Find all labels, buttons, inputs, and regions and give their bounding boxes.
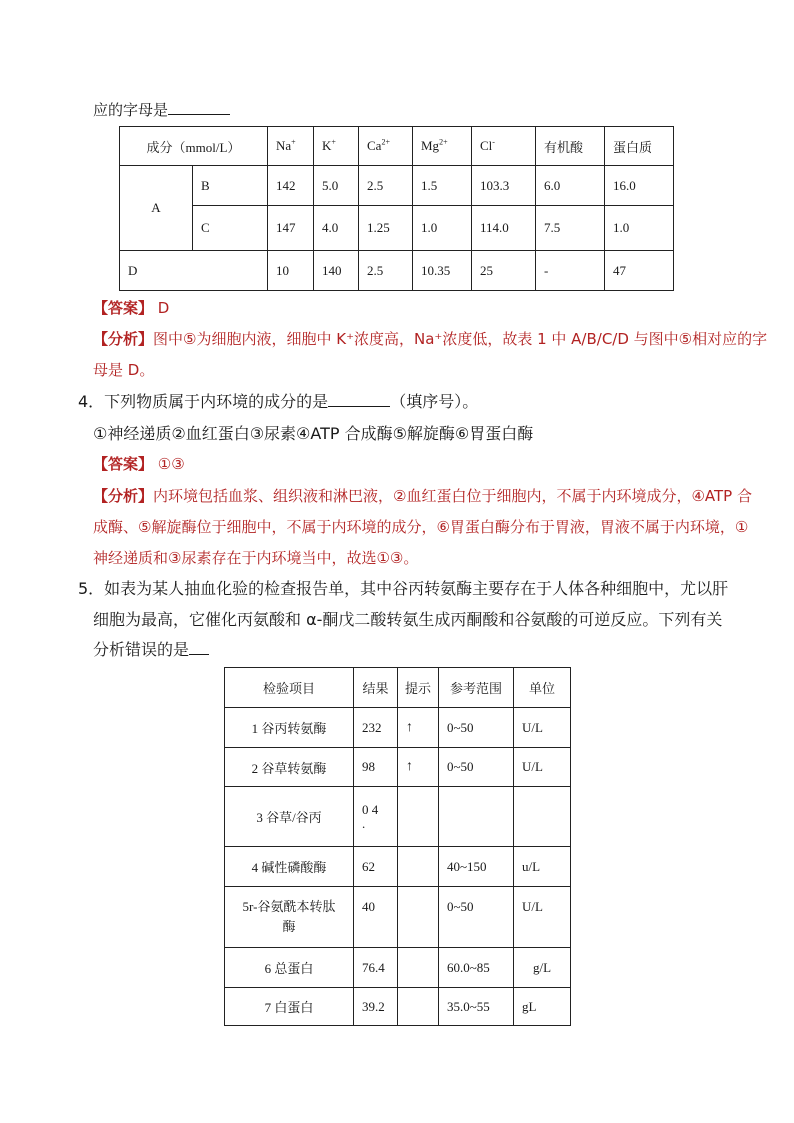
cell: 142 <box>268 166 314 206</box>
cell: 2.5 <box>359 166 413 206</box>
up-arrow-icon: ↑ <box>398 708 439 748</box>
item-cell: 1 谷丙转氨酶 <box>225 708 354 748</box>
answer-label: 【答案】 <box>93 299 154 317</box>
item-cell: 5r-谷氨酰本转肽 酶 <box>225 887 354 948</box>
cell: 7.5 <box>536 206 605 251</box>
analysis-text: 内环境包括血浆、组织液和淋巴液，②血红蛋白位于细胞内，不属于内环境成分，④ATP 合 <box>153 487 752 505</box>
q5-stem-line <box>93 638 209 662</box>
answer-blank <box>168 98 230 115</box>
q4-analysis-line: 神经递质和③尿素存在于内环境当中，故选①③。 <box>93 549 419 567</box>
table-row <box>225 787 571 847</box>
q5-stem-line: 细胞为最高，它催化丙氨酸和 α-酮戊二酸转氨生成丙酮酸和谷氨酸的可逆反应。下列有关 <box>93 610 723 629</box>
group-cell: A <box>120 166 193 251</box>
table-row <box>120 166 674 206</box>
header-cell: 单位 <box>514 668 571 708</box>
cell: 103.3 <box>472 166 536 206</box>
row-label: B <box>193 166 268 206</box>
intro-text: 应的字母是 <box>93 101 169 119</box>
result-cell: 98 <box>354 748 398 787</box>
cell: 1.5 <box>413 166 472 206</box>
cell: 2.5 <box>359 251 413 291</box>
table-row <box>225 988 571 1026</box>
row-label: D <box>120 251 268 291</box>
cell: 5.0 <box>314 166 359 206</box>
cell: 1.25 <box>359 206 413 251</box>
range-cell <box>439 787 514 847</box>
cell: 16.0 <box>605 166 674 206</box>
cell: 1.0 <box>413 206 472 251</box>
up-arrow-icon: ↑ <box>398 748 439 787</box>
intro-line <box>93 98 230 122</box>
hint-cell <box>398 847 439 887</box>
q4-analysis-line: 成酶、⑤解旋酶位于细胞中，不属于内环境的成分，⑥胃蛋白酶分布于胃液，胃液不属于内环境，① <box>93 518 749 536</box>
analysis-label: 【分析】 <box>93 330 154 348</box>
range-cell: 60.0~85 <box>439 948 514 988</box>
q4-stem-text: 4．下列物质属于内环境的成分的是 <box>78 392 329 411</box>
cell: 25 <box>472 251 536 291</box>
answer-label: 【答案】 <box>93 455 154 473</box>
unit-cell: gL <box>514 988 571 1026</box>
range-cell: 0~50 <box>439 708 514 748</box>
cell: 47 <box>605 251 674 291</box>
item-cell: 2 谷草转氨酶 <box>225 748 354 787</box>
cell: 10.35 <box>413 251 472 291</box>
header-cell: 参考范围 <box>439 668 514 708</box>
hint-cell <box>398 988 439 1026</box>
answer-blank <box>328 390 390 407</box>
cell: 140 <box>314 251 359 291</box>
cell: 1.0 <box>605 206 674 251</box>
cell: 147 <box>268 206 314 251</box>
table-row <box>225 708 571 748</box>
row-label: C <box>193 206 268 251</box>
cell: 10 <box>268 251 314 291</box>
range-cell: 0~50 <box>439 748 514 787</box>
hint-cell <box>398 787 439 847</box>
cell: 114.0 <box>472 206 536 251</box>
table-row <box>120 251 674 291</box>
q4-stem <box>78 390 478 414</box>
unit-cell: U/L <box>514 708 571 748</box>
analysis-label: 【分析】 <box>93 487 154 505</box>
cell: 4.0 <box>314 206 359 251</box>
table-row <box>225 948 571 988</box>
answer-value: D <box>157 299 170 317</box>
result-cell: 62 <box>354 847 398 887</box>
unit-cell: U/L <box>514 748 571 787</box>
result-cell: 232 <box>354 708 398 748</box>
range-cell: 0~50 <box>439 887 514 948</box>
header-cell: Cl- <box>472 127 536 166</box>
table-header-row <box>225 668 571 708</box>
q4-answer <box>93 452 185 476</box>
hint-cell <box>398 887 439 948</box>
result-cell: 76.4 <box>354 948 398 988</box>
q4-stem-tail: （填序号）。 <box>390 392 479 411</box>
range-cell: 35.0~55 <box>439 988 514 1026</box>
header-cell: 成分（mmol/L） <box>120 127 268 166</box>
result-cell: 39.2 <box>354 988 398 1026</box>
unit-cell: u/L <box>514 847 571 887</box>
header-cell: 蛋白质 <box>605 127 674 166</box>
item-cell: 3 谷草/谷丙 <box>225 787 354 847</box>
q3-analysis-line <box>93 327 767 351</box>
unit-cell: U/L <box>514 887 571 948</box>
header-cell: $Ca^{2+}$ <box>359 127 413 166</box>
unit-cell <box>514 787 571 847</box>
cell: - <box>536 251 605 291</box>
table-row <box>225 748 571 787</box>
range-cell: 40~150 <box>439 847 514 887</box>
q3-analysis-line: 母是 D。 <box>93 361 155 379</box>
q4-analysis-line <box>93 484 752 508</box>
header-cell: 提示 <box>398 668 439 708</box>
header-cell: Na+ <box>268 127 314 166</box>
item-cell: 7 白蛋白 <box>225 988 354 1026</box>
header-cell: K+ <box>314 127 359 166</box>
hint-cell <box>398 948 439 988</box>
header-cell: $Mg^{2+}$ <box>413 127 472 166</box>
item-cell: 6 总蛋白 <box>225 948 354 988</box>
answer-value: ①③ <box>157 455 185 473</box>
lab-report-table <box>224 667 571 1026</box>
cell: 6.0 <box>536 166 605 206</box>
table-header-row <box>120 127 674 166</box>
q3-answer <box>93 296 169 320</box>
table-row <box>225 887 571 948</box>
q5-stem-text: 分析错误的是 <box>93 640 190 659</box>
header-cell: 结果 <box>354 668 398 708</box>
unit-cell: g/L <box>514 948 571 988</box>
answer-blank <box>189 638 209 655</box>
table-row <box>120 206 674 251</box>
analysis-text: 图中⑤为细胞内液，细胞中 K⁺浓度高，Na⁺浓度低，故表 1 中 A/B/C/D 与图中⑤相对应的字 <box>153 330 768 348</box>
ion-table <box>119 126 674 291</box>
result-cell: 0 4 . <box>354 787 398 847</box>
q5-stem-line: 5．如表为某人抽血化验的检查报告单，其中谷丙转氨酶主要存在于人体各种细胞中，尤以肝 <box>78 579 729 598</box>
item-cell: 4 碱性磷酸酶 <box>225 847 354 887</box>
table-row <box>225 847 571 887</box>
header-cell: 有机酸 <box>536 127 605 166</box>
q4-options: ①神经递质②血红蛋白③尿素④ATP 合成酶⑤解旋酶⑥胃蛋白酶 <box>93 424 534 443</box>
header-cell: 检验项目 <box>225 668 354 708</box>
result-cell: 40 <box>354 887 398 948</box>
